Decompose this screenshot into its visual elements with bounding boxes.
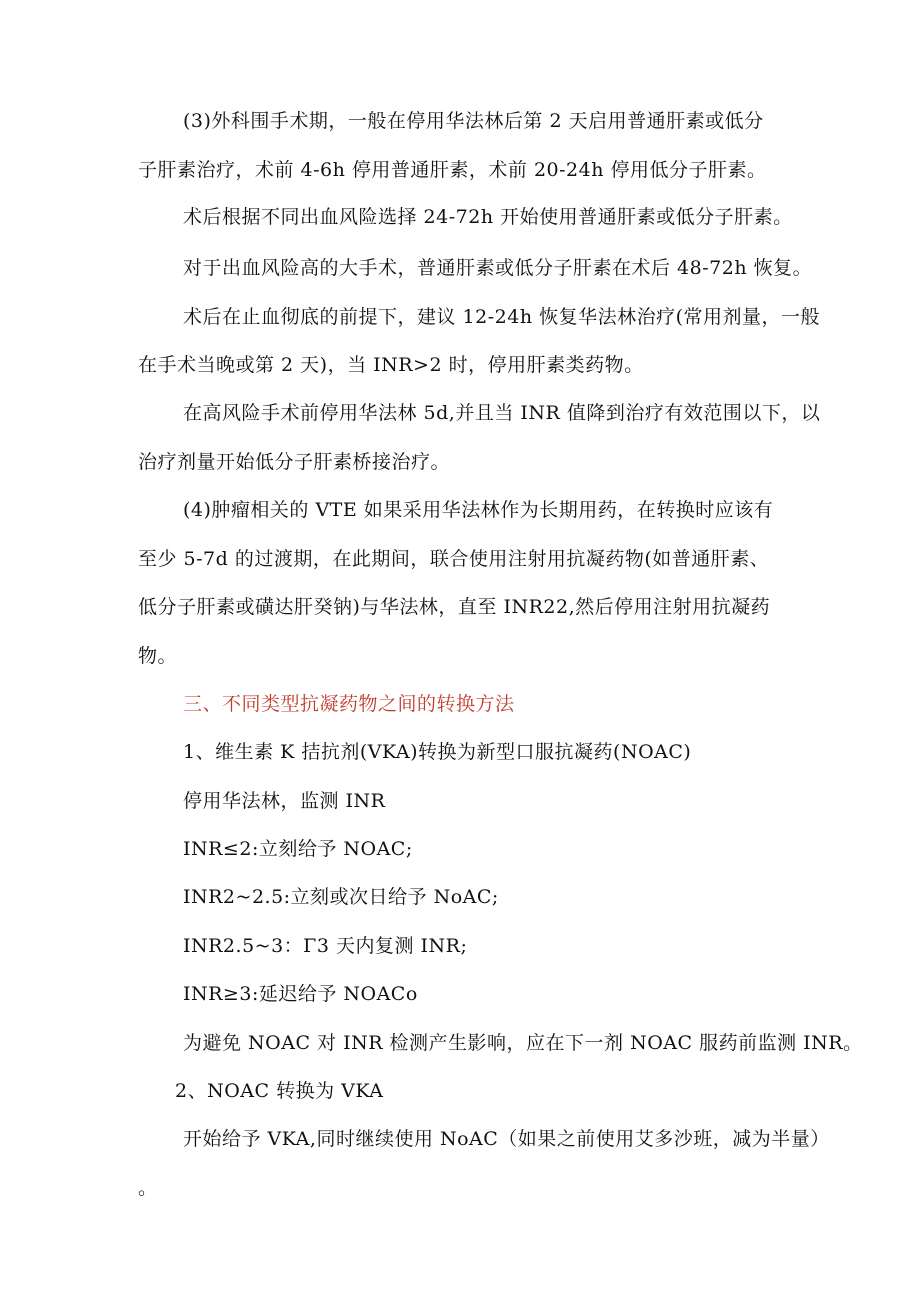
paragraph-line: 停用华法林，监测 INR (183, 790, 386, 812)
paragraph-line: (3)外科围手术期，一般在停用华法林后第 2 天启用普通肝素或低分 (183, 110, 764, 132)
paragraph-line: 在高风险手术前停用华法林 5d,并且当 INR 值降到治疗有效范围以下，以 (183, 402, 821, 424)
paragraph-line: 对于出血风险高的大手术，普通肝素或低分子肝素在术后 48-72h 恢复。 (183, 257, 813, 279)
paragraph-line: INR≤2:立刻给予 NOAC; (183, 838, 413, 860)
paragraph-line: 低分子肝素或磺达肝癸钠)与华法林，直至 INR22,然后停用注射用抗凝药 (138, 596, 771, 618)
subsection-heading: 2、NOAC 转换为 VKA (175, 1080, 384, 1102)
paragraph-line: (4)肿瘤相关的 VTE 如果采用华法林作为长期用药，在转换时应该有 (183, 499, 774, 521)
paragraph-line: 术后在止血彻底的前提下，建议 12-24h 恢复华法林治疗(常用剂量，一般 (183, 306, 821, 328)
paragraph-line: 子肝素治疗，术前 4-6h 停用普通肝素，术前 20-24h 停用低分子肝素。 (138, 159, 767, 181)
paragraph-line: INR2.5~3：Γ3 天内复测 INR; (183, 935, 468, 957)
paragraph-line: 治疗剂量开始低分子肝素桥接治疗。 (138, 451, 451, 473)
paragraph-line: 在手术当晚或第 2 天)，当 INR>2 时，停用肝素类药物。 (138, 354, 644, 376)
paragraph-line: INR≥3:延迟给予 NOACo (183, 983, 418, 1005)
section-heading: 三、不同类型抗凝药物之间的转换方法 (183, 693, 515, 715)
subsection-heading: 1、维生素 K 拮抗剂(VKA)转换为新型口服抗凝药(NOAC) (183, 741, 692, 763)
paragraph-line: 术后根据不同出血风险选择 24-72h 开始使用普通肝素或低分子肝素。 (183, 206, 793, 228)
paragraph-line: 开始给予 VKA,同时继续使用 NoAC（如果之前使用艾多沙班，减为半量） (183, 1128, 830, 1150)
paragraph-line: 至少 5-7d 的过渡期，在此期间，联合使用注射用抗凝药物(如普通肝素、 (138, 548, 770, 570)
paragraph-line: INR2~2.5:立刻或次日给予 NoAC; (183, 886, 499, 908)
paragraph-line: 物。 (138, 645, 178, 667)
paragraph-line: 。 (138, 1177, 158, 1199)
paragraph-line: 为避免 NOAC 对 INR 检测产生影响，应在下一剂 NOAC 服药前监测 INR。 (183, 1032, 863, 1054)
